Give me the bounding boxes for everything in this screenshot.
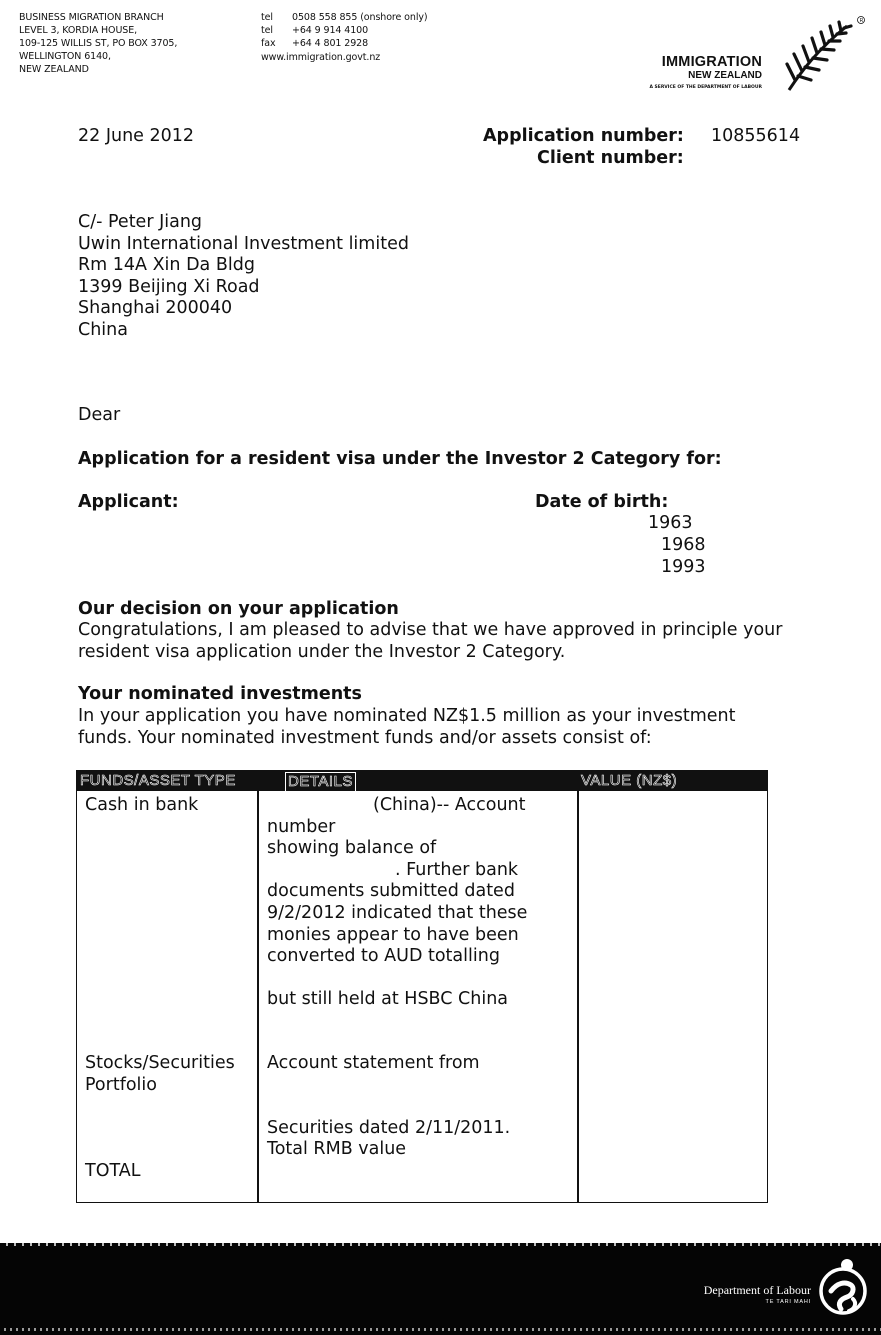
contact-label: tel [261,12,273,23]
table-header-row [77,771,767,791]
recipient-address [78,212,409,342]
paragraph-line: resident visa application under the Investor 2 Category. [78,641,566,662]
branch-line: NEW ZEALAND [19,64,89,75]
subject-line: Application for a resident visa under the Investor 2 Category for: [78,449,722,469]
contact-value: +64 9 914 4100 [292,25,369,36]
address-line: Uwin International Investment limited [78,233,409,254]
contact-value: +64 4 801 2928 [292,38,369,49]
department-subtitle: TE TARI MAHI [765,1299,811,1305]
total-label: TOTAL [85,1161,141,1181]
salutation: Dear [78,405,121,425]
address-line: 1399 Beijing Xi Road [78,276,260,297]
decision-heading: Our decision on your application [78,599,399,619]
applicant-label: Applicant: [78,492,179,512]
details-line: . Further bank [395,859,519,880]
paragraph-line: Congratulations, I am pleased to advise that we have approved in principle your [78,620,783,640]
branch-line: LEVEL 3, KORDIA HOUSE, [19,25,138,36]
details-line: showing balance of [267,838,437,859]
column-header: FUNDS/ASSET TYPE [80,772,236,789]
details-line: (China)-- Account [373,795,526,815]
address-line: China [78,319,128,340]
footer-stripe [0,1243,881,1246]
footer-bar [0,1243,881,1335]
client-number-label: Client number: [537,148,684,168]
letter-date: 22 June 2012 [78,126,195,146]
investments-heading: Your nominated investments [78,684,362,704]
details-line: but still held at HSBC China [267,989,509,1010]
details-line: Total RMB value [267,1139,407,1160]
details-line [267,1075,510,1097]
column-divider [257,771,259,1202]
column-header: VALUE (NZ$) [581,772,678,789]
svg-text:R: R [859,18,864,24]
contact-label: fax [261,38,276,49]
asset-type-line: Portfolio [85,1074,157,1095]
investments-paragraph [78,706,735,749]
contact-row [261,24,428,37]
contact-details [261,11,428,64]
details-line [267,1096,510,1118]
details-line: documents submitted dated [267,881,515,902]
dob-label: Date of birth: [535,492,669,512]
application-number-label: Application number: [483,126,684,146]
address-line: Rm 14A Xin Da Bldg [78,255,255,276]
column-header: DETAILS [285,772,356,792]
investment-table [76,770,768,1203]
application-number: 10855614 [711,126,801,146]
details-line: converted to AUD totalling [267,946,500,967]
column-divider [577,771,579,1202]
branch-line: BUSINESS MIGRATION BRANCH [19,12,164,23]
department-name [704,1283,811,1305]
asset-type-line: Stocks/Securities [85,1053,235,1073]
footer-stripe [0,1328,881,1331]
paragraph-line: funds. Your nominated investment funds and/or assets consist of: [78,727,652,748]
contact-row [261,37,428,50]
immigration-nz-logo [649,14,870,94]
details-line: Securities dated 2/11/2011. [267,1117,511,1138]
details-line: 9/2/2012 indicated that these [267,902,528,923]
details-cell [267,795,527,1011]
address-line: C/- Peter Jiang [78,212,203,232]
dob-value: 1968 [661,535,706,555]
contact-label: tel [261,25,273,36]
branch-line: WELLINGTON 6140, [19,51,111,62]
logo-line-2: NEW ZEALAND [688,70,762,81]
department-title: Department of Labour [703,1283,811,1297]
details-cell [267,1053,510,1161]
branch-address [19,11,219,76]
details-line: Account statement from [267,1053,480,1073]
paragraph-line: In your application you have nominated NZ$1.5 million as your investment [78,706,736,726]
asset-type-cell: Cash in bank [85,795,199,815]
details-line: number [267,816,336,837]
details-line [267,968,527,990]
contact-value: 0508 558 855 (onshore only) [292,12,428,23]
details-line: monies appear to have been [267,924,519,945]
decision-paragraph [78,620,782,663]
logo-line-3: A SERVICE OF THE DEPARTMENT OF LABOUR [649,85,762,90]
address-line: Shanghai 200040 [78,298,233,319]
silver-fern-icon [781,14,866,94]
dob-value: 1963 [648,513,693,533]
dob-value: 1993 [661,557,706,577]
asset-type-cell [85,1053,235,1096]
branch-line: 109-125 WILLIS ST, PO BOX 3705, [19,38,178,49]
website-link[interactable]: www.immigration.govt.nz [261,52,381,63]
contact-row [261,11,428,24]
department-of-labour-logo-icon [815,1251,871,1323]
logo-line-1: IMMIGRATION [661,54,762,70]
